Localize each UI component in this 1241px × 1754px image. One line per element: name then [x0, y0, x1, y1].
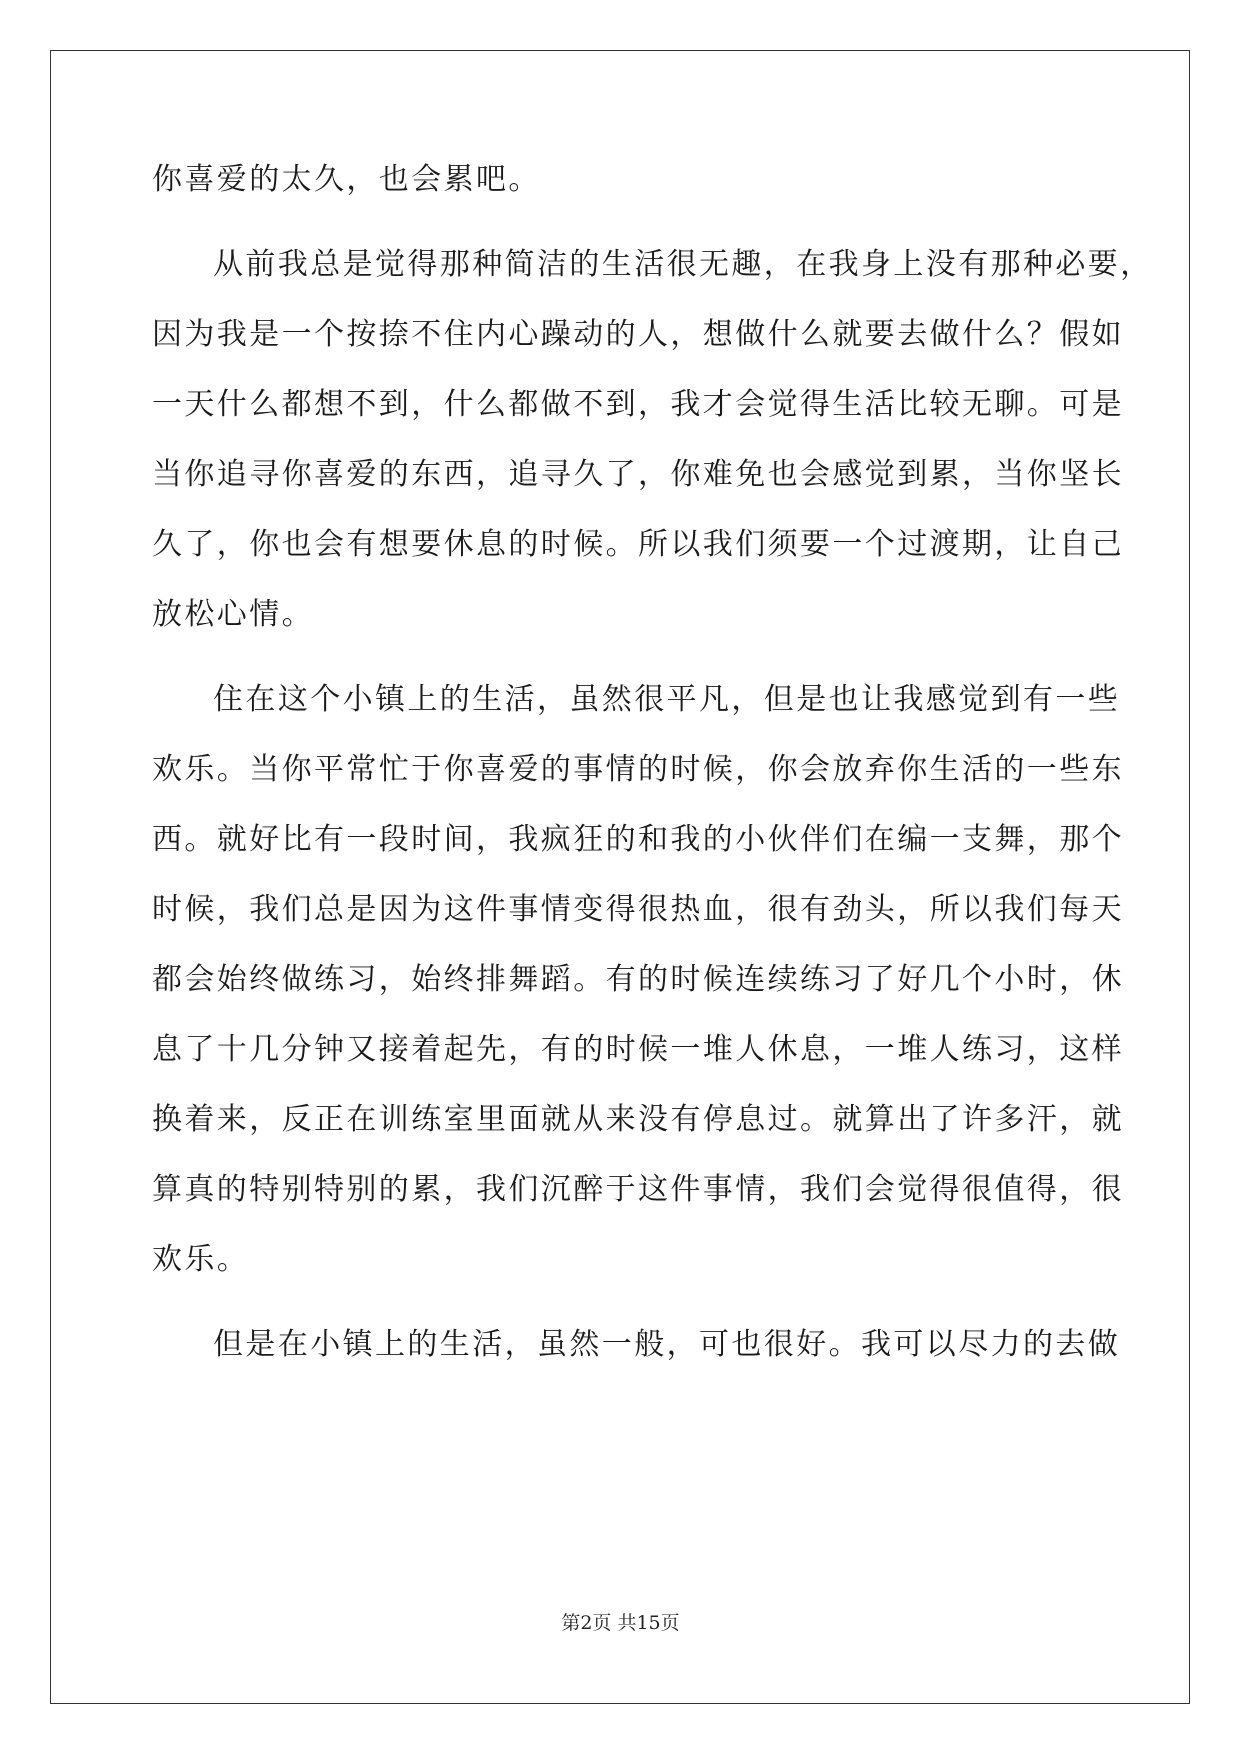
- text-line: 因为我是一个按捺不住内心躁动的人，想做什么就要去做什么？假如: [152, 317, 1124, 352]
- text-line: 欢乐。当你平常忙于你喜爱的事情的时候，你会放弃你生活的一些东: [152, 752, 1124, 787]
- text-line: 你喜爱的太久，也会累吧。: [152, 162, 541, 197]
- paragraph-first-line: 从前我总是觉得那种简洁的生活很无趣，在我身上没有那种必要，: [213, 247, 1153, 282]
- paragraph-first-line: 住在这个小镇上的生活，虽然很平凡，但是也让我感觉到有一些: [213, 682, 1121, 717]
- text-line: 算真的特别特别的累，我们沉醉于这件事情，我们会觉得很值得，很: [152, 1172, 1124, 1207]
- text-line: 都会始终做练习，始终排舞蹈。有的时候连续练习了好几个小时，休: [152, 962, 1124, 997]
- page-number-footer: 第2页 共15页: [561, 1612, 680, 1634]
- text-line: 息了十几分钟又接着起先，有的时候一堆人休息，一堆人练习，这样: [152, 1032, 1124, 1067]
- paragraph-first-line: 但是在小镇上的生活，虽然一般，可也很好。我可以尽力的去做: [213, 1327, 1121, 1362]
- page-frame: [50, 50, 1190, 1704]
- text-line: 放松心情。: [152, 597, 314, 632]
- text-line: 久了，你也会有想要休息的时候。所以我们须要一个过渡期，让自己: [152, 527, 1124, 562]
- text-line: 西。就好比有一段时间，我疯狂的和我的小伙伴们在编一支舞，那个: [152, 822, 1124, 857]
- text-line: 时候，我们总是因为这件事情变得很热血，很有劲头，所以我们每天: [152, 892, 1124, 927]
- text-line: 当你追寻你喜爱的东西，追寻久了，你难免也会感觉到累，当你坚长: [152, 457, 1124, 492]
- text-line: 欢乐。: [152, 1242, 250, 1277]
- text-line: 一天什么都想不到，什么都做不到，我才会觉得生活比较无聊。可是: [152, 387, 1124, 422]
- text-line: 换着来，反正在训练室里面就从来没有停息过。就算出了许多汗，就: [152, 1102, 1124, 1137]
